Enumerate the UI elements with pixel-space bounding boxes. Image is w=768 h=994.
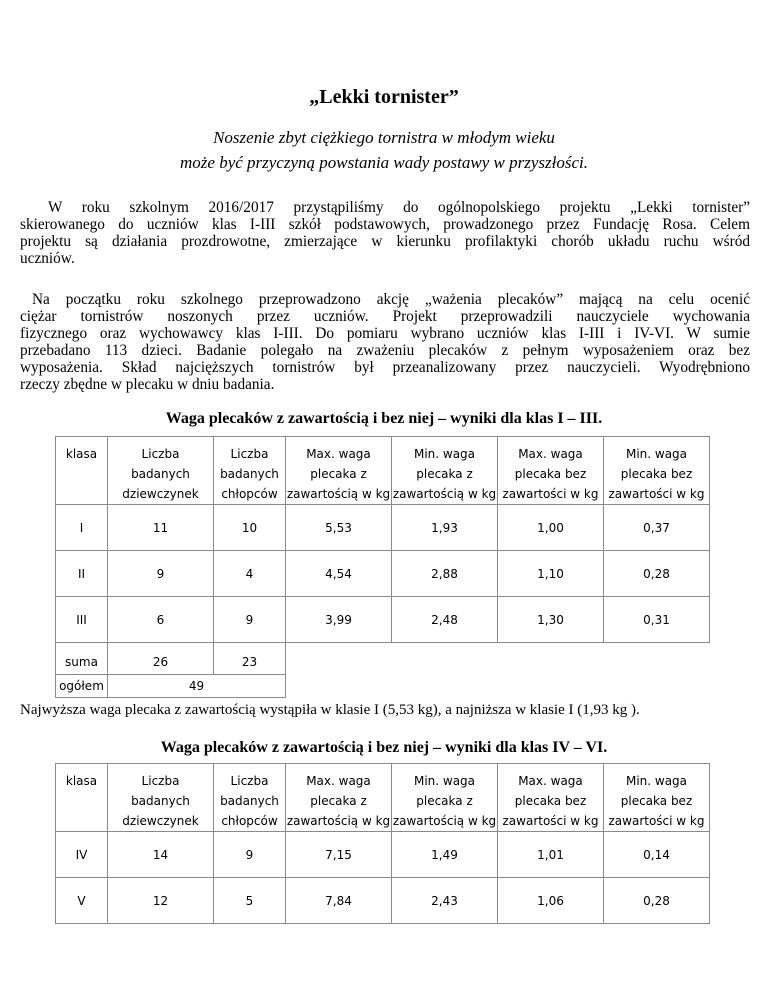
paragraph-intro [20,199,750,267]
cell-boys: 9 [214,832,286,878]
cell-max-with: 7,84 [286,878,392,924]
table-sum-row [56,643,710,675]
cell-max-with: 3,99 [286,597,392,643]
table-row [56,832,710,878]
table-row [56,878,710,924]
document-title: „Lekki tornister” [309,86,459,108]
paragraph-line: skierowanego do uczniów klas I-III szkół podstawowych, prowadzonego przez Fundację Rosa. Celem [20,216,750,233]
header-max-with: Max. waga plecaka z zawartością w kg [286,764,392,832]
cell-girls: 11 [108,505,214,551]
cell-sum-label: suma [56,643,108,675]
cell-sum-boys: 23 [214,643,286,675]
table-header-row [56,764,710,832]
cell-boys: 10 [214,505,286,551]
cell-max-with: 4,54 [286,551,392,597]
cell-boys: 9 [214,597,286,643]
cell-max-without: 1,10 [498,551,604,597]
header-boys: Liczba badanych chłopców [214,437,286,505]
header-min-with: Min. waga plecaka z zawartością w kg [392,764,498,832]
paragraph-line: W roku szkolnym 2016/2017 przystąpiliśmy do ogólnopolskiego projektu „Lekki tornister” [48,199,750,216]
paragraph-line: wyposażenia. Skład najcięższych tornistrów był przeanalizowany przez nauczycieli. Wyodrębniono [20,359,750,376]
cell-max-with: 7,15 [286,832,392,878]
cell-sum-girls: 26 [108,643,214,675]
cell-total-label: ogółem [56,675,108,698]
paragraph-line: ciężar tornistrów noszonych przez uczniów. Projekt przeprowadzili nauczyciele wychowania [20,308,750,325]
header-klasa: klasa [56,764,108,832]
cell-min-with: 2,48 [392,597,498,643]
summary-text: Najwyższa waga plecaka z zawartością wystąpiła w klasie I (5,53 kg), a najniższa w klasie I (1,93 kg ). [20,702,640,718]
header-max-without: Max. waga plecaka bez zawartości w kg [498,764,604,832]
table2-caption: Waga plecaków z zawartością i bez niej – wyniki dla klas IV – VI. [160,739,608,756]
table-header-row [56,437,710,505]
paragraph-line: fizycznego oraz wychowawcy klas I-III. Do pomiaru wybrano uczniów klas I-III i IV-VI. W sumie [20,325,750,342]
header-min-without: Min. waga plecaka bez zawartości w kg [604,764,710,832]
cell-max-without: 1,00 [498,505,604,551]
table-row [56,505,710,551]
cell-min-without: 0,28 [604,551,710,597]
cell-min-with: 1,49 [392,832,498,878]
motto-line-2: może być przyczyną powstania wady postawy w przyszłości. [180,153,588,172]
cell-klasa: II [56,551,108,597]
cell-min-with: 2,43 [392,878,498,924]
cell-max-with: 5,53 [286,505,392,551]
cell-total-value: 49 [108,675,286,698]
weights-table-grades-4-6 [55,763,710,924]
paragraph-line: uczniów. [20,250,75,267]
cell-min-without: 0,37 [604,505,710,551]
header-max-with: Max. waga plecaka z zawartością w kg [286,437,392,505]
cell-boys: 4 [214,551,286,597]
cell-min-with: 2,88 [392,551,498,597]
header-max-without: Max. waga plecaka bez zawartości w kg [498,437,604,505]
cell-min-without: 0,31 [604,597,710,643]
cell-boys: 5 [214,878,286,924]
header-girls: Liczba badanych dziewczynek [108,437,214,505]
header-klasa: klasa [56,437,108,505]
cell-klasa: IV [56,832,108,878]
header-min-without: Min. waga plecaka bez zawartości w kg [604,437,710,505]
cell-girls: 6 [108,597,214,643]
cell-klasa: I [56,505,108,551]
motto-line-1: Noszenie zbyt ciężkiego tornistra w młodym wieku [213,128,555,147]
header-girls: Liczba badanych dziewczynek [108,764,214,832]
empty-area [286,643,710,698]
table-row [56,597,710,643]
paragraph-line: rzeczy zbędne w plecaku w dniu badania. [20,376,275,393]
cell-min-without: 0,14 [604,832,710,878]
cell-min-with: 1,93 [392,505,498,551]
header-boys: Liczba badanych chłopców [214,764,286,832]
paragraph-line: przebadano 113 dzieci. Badanie polegało na zważeniu plecaków z pełnym wyposażeniem oraz bez [20,342,750,359]
cell-girls: 9 [108,551,214,597]
table-row [56,551,710,597]
cell-max-without: 1,30 [498,597,604,643]
cell-girls: 12 [108,878,214,924]
cell-klasa: III [56,597,108,643]
cell-max-without: 1,01 [498,832,604,878]
paragraph-method [20,291,750,393]
cell-max-without: 1,06 [498,878,604,924]
cell-girls: 14 [108,832,214,878]
header-min-with: Min. waga plecaka z zawartością w kg [392,437,498,505]
paragraph-line: projektu są działania prozdrowotne, zmierzające w kierunku profilaktyki chorób układu ruchu wśród [20,233,750,250]
table1-caption: Waga plecaków z zawartością i bez niej – wyniki dla klas I – III. [165,410,603,427]
cell-min-without: 0,28 [604,878,710,924]
cell-klasa: V [56,878,108,924]
paragraph-line: Na początku roku szkolnego przeprowadzono akcję „ważenia plecaków” mającą na celu ocenić [32,291,750,308]
weights-table-grades-1-3 [55,436,710,698]
